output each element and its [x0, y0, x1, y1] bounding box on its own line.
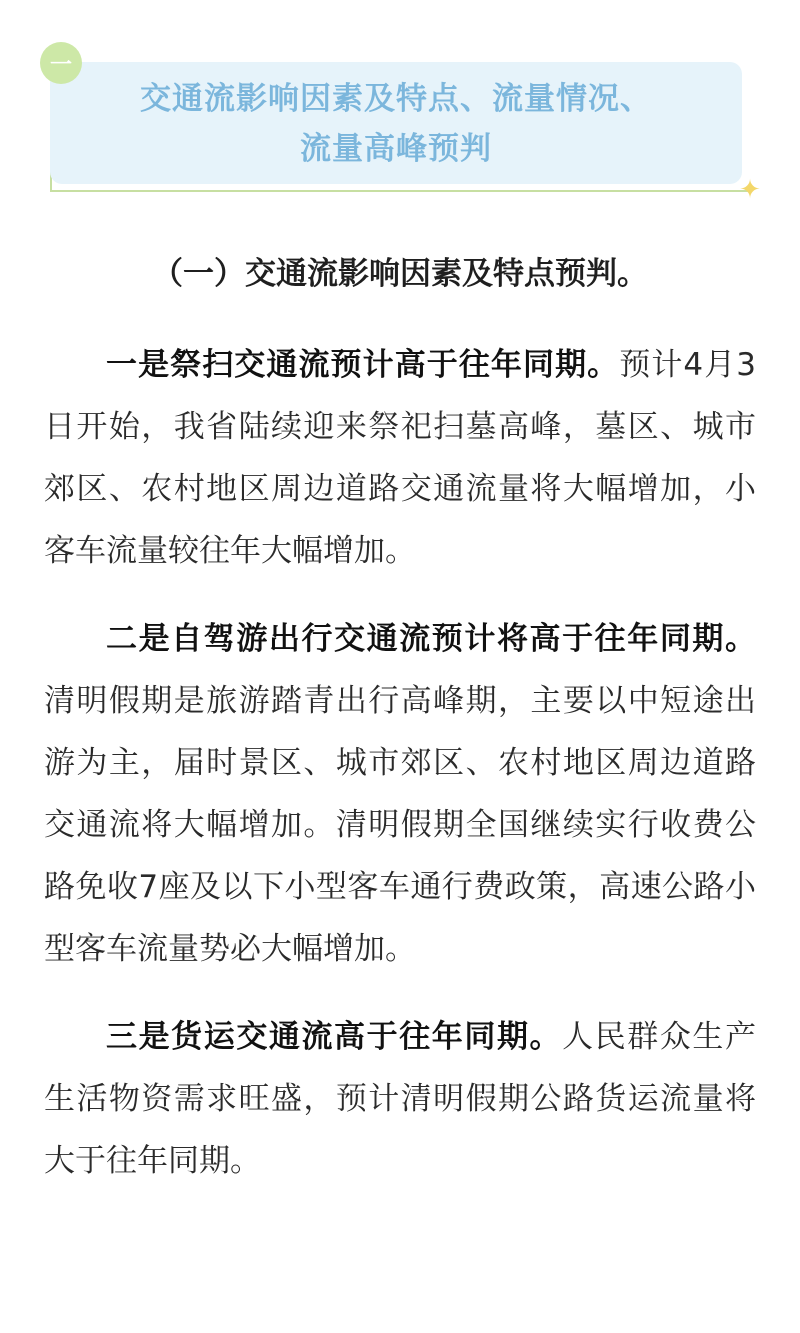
subsection-heading: （一）交通流影响因素及特点预判。	[152, 256, 648, 292]
article-body	[44, 248, 756, 1218]
paragraph-3	[44, 1006, 756, 1192]
paragraph-2-body: 清明假期是旅游踏青出行高峰期，主要以中短途出游为主，届时景区、城市郊区、农村地区周边道路交通流将大幅增加。清明假期全国继续实行收费公路免收7座及以下小型客车通行费政策，高速公路小型客车流量势必大幅增加。	[44, 683, 756, 967]
paragraph-1	[44, 334, 756, 582]
paragraph-1-body: 预计4月3日开始，我省陆续迎来祭祀扫墓高峰，墓区、城市郊区、农村地区周边道路交通流量将大幅增加，小客车流量较往年大幅增加。	[44, 347, 757, 569]
paragraph-2	[44, 608, 756, 980]
section-number-badge	[40, 42, 82, 84]
section-header-card	[50, 62, 750, 190]
paragraph-3-lead: 三是货运交通流高于往年同期。	[106, 1019, 563, 1055]
paragraph-3-body: 人民群众生产生活物资需求旺盛，预计清明假期公路货运流量将大于往年同期。	[44, 1019, 757, 1179]
section-number: 一	[49, 53, 72, 78]
paragraph-1-lead: 一是祭扫交通流预计高于往年同期。	[106, 347, 620, 383]
sparkle-icon: ✦	[739, 175, 761, 205]
paragraph-2-lead: 二是自驾游出行交通流预计将高于往年同期。	[106, 621, 756, 657]
section-title-box	[50, 62, 742, 184]
section-title-line2: 流量高峰预判	[300, 131, 492, 167]
frame-bottom-line	[50, 190, 752, 192]
section-title	[50, 74, 742, 174]
section-title-line1: 交通流影响因素及特点、流量情况、	[140, 81, 652, 117]
